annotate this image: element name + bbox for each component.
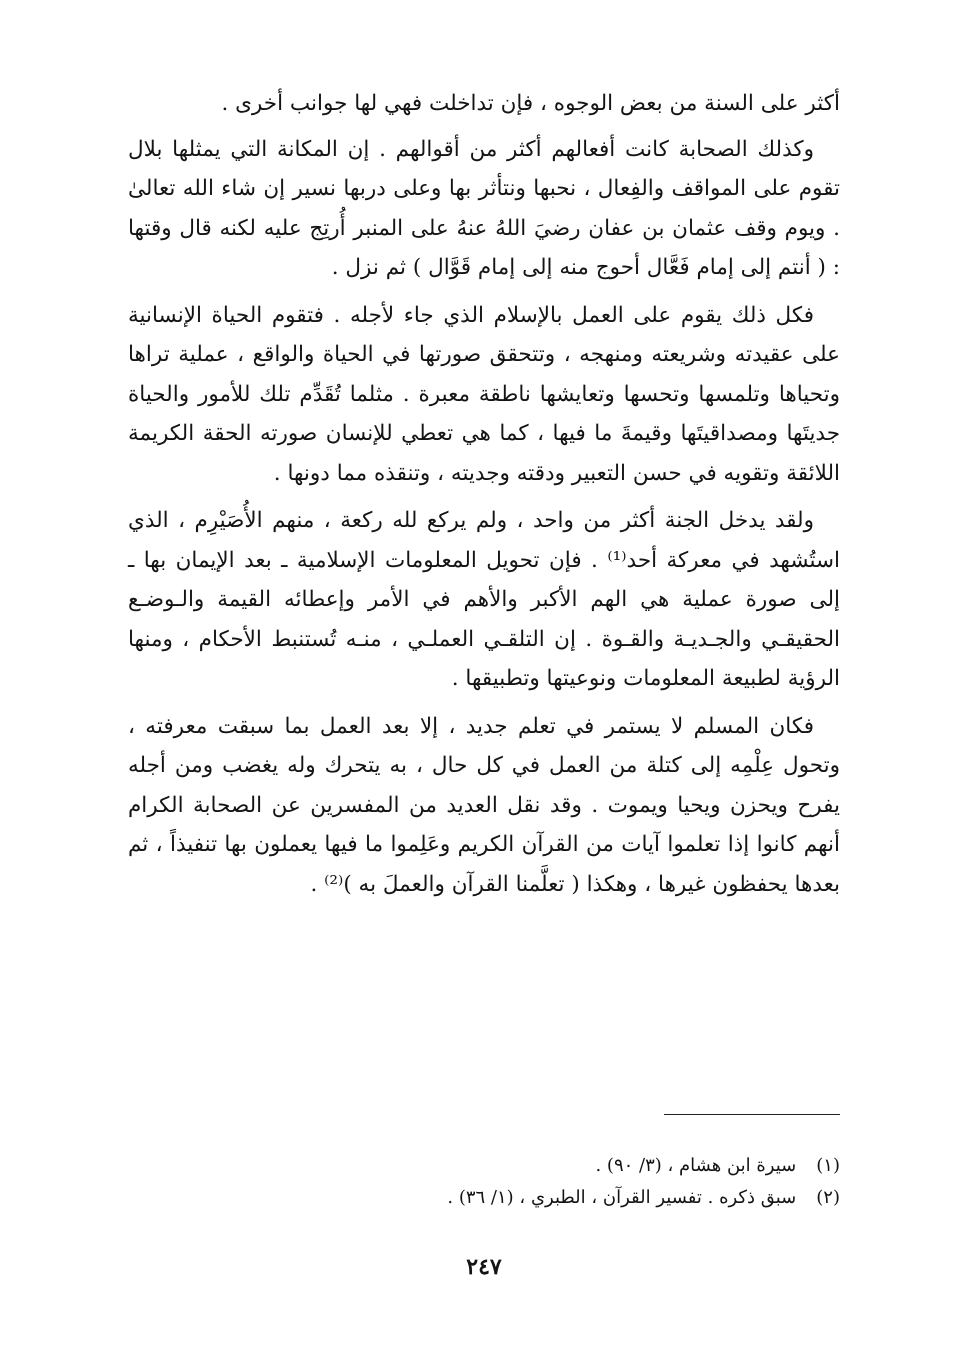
- paragraph-learning: [128, 707, 840, 905]
- footnote-number: (١): [816, 1155, 840, 1176]
- paragraph-islamic-practice-text: فكل ذلك يقوم على العمل بالإسلام الذي جاء لأجله . فتقوم الحياة الإنسانية على عقيدته وشريعته ومنهجه ، وتتحقق صورتها في الحياة والواقع ، عملية تراها وتحياها وتلمسها وتحسها وتعايشها ناطقة معبرة . مثلما تُقَدِّم تلك للأمور والحياة جديتَها ومصداقيتَها وقيمةَ ما فيها ، كما هي تعطي للإنسان صورته الحقة الكريمة اللائقة وتقويه في حسن التعبير ودقته وجديته ، وتنقذه مما دونها .: [128, 302, 840, 486]
- footnotes: [128, 1150, 840, 1214]
- footnote-item: [128, 1150, 840, 1182]
- footnote-item: [128, 1182, 840, 1214]
- footnote-separator: [664, 1114, 840, 1115]
- footnote-text: سيرة ابن هشام ، (٣/ ٩٠) .: [595, 1155, 797, 1176]
- paragraph-companions: [128, 130, 840, 288]
- paragraph-learning-text: فكان المسلم لا يستمر في تعلم جديد ، إلا بعد العمل بما سبقت معرفته ، وتحول عِلْمِه إلى كتلة من العمل في كل حال ، به يتحرك وله يغضب ومن أجله يفرح ويحزن ويحيا ويموت . وقد نقل العديد من المفسرين عن الصحابة الكرام أنهم كانوا إذا تعلموا آيات من القرآن الكريم وعَلِموا ما فيها يعملون بها تنفيذاً ، ثم بعدها يحفظون غيرها ، وهكذا ( تعلَّمنا القرآن والعملَ به )⁽²⁾ .: [128, 713, 840, 897]
- book-page: [128, 84, 840, 1314]
- paragraph-continuation: أكثر على السنة من بعض الوجوه ، فإن تداخلت فهي لها جوانب أخرى .: [221, 91, 840, 116]
- footnote-number: (٢): [816, 1187, 840, 1208]
- paragraph-usayrim: [128, 501, 840, 699]
- paragraph-islamic-practice: [128, 296, 840, 494]
- footnote-text: سبق ذكره . تفسير القرآن ، الطبري ، (١/ ٣٦) .: [447, 1187, 797, 1208]
- paragraph-usayrim-text: ولقد يدخل الجنة أكثر من واحد ، ولم يركع لله ركعة ، منهم الأُصَيْرِم ، الذي استُشهد في معركة أحد⁽¹⁾ . فإن تحويل المعلومات الإسلامية ـ بعد الإيمان بها ـ إلى صورة عملية هي الهم الأكبر والأهم في الأمر وإعطائه القيمة والـوضـع الحقيقـي والجـديـة والقـوة . إن التلقـي العملـي ، منـه تُستنبط الأحكام ، ومنها الرؤية لطبيعة المعلومات ونوعيتها وتطبيقها .: [128, 508, 840, 691]
- paragraph-companions-text: وكذلك الصحابة كانت أفعالهم أكثر من أقوالهم . إن المكانة التي يمثلها بلال تقوم على المواقف والفِعال ، نحبها ونتأثر بها وعلى دربها نسير إن شاء الله تعالىٰ . ويوم وقف عثمان بن عفان رضيَ اللهُ عنهُ على المنبر أُرتِج عليه لكنه قال وقتها : ( أنتم إلى إمام فَعَّال أحوج منه إلى إمام قَوَّال ) ثم نزل .: [128, 136, 840, 280]
- page-number: ٢٤٧: [466, 1254, 502, 1280]
